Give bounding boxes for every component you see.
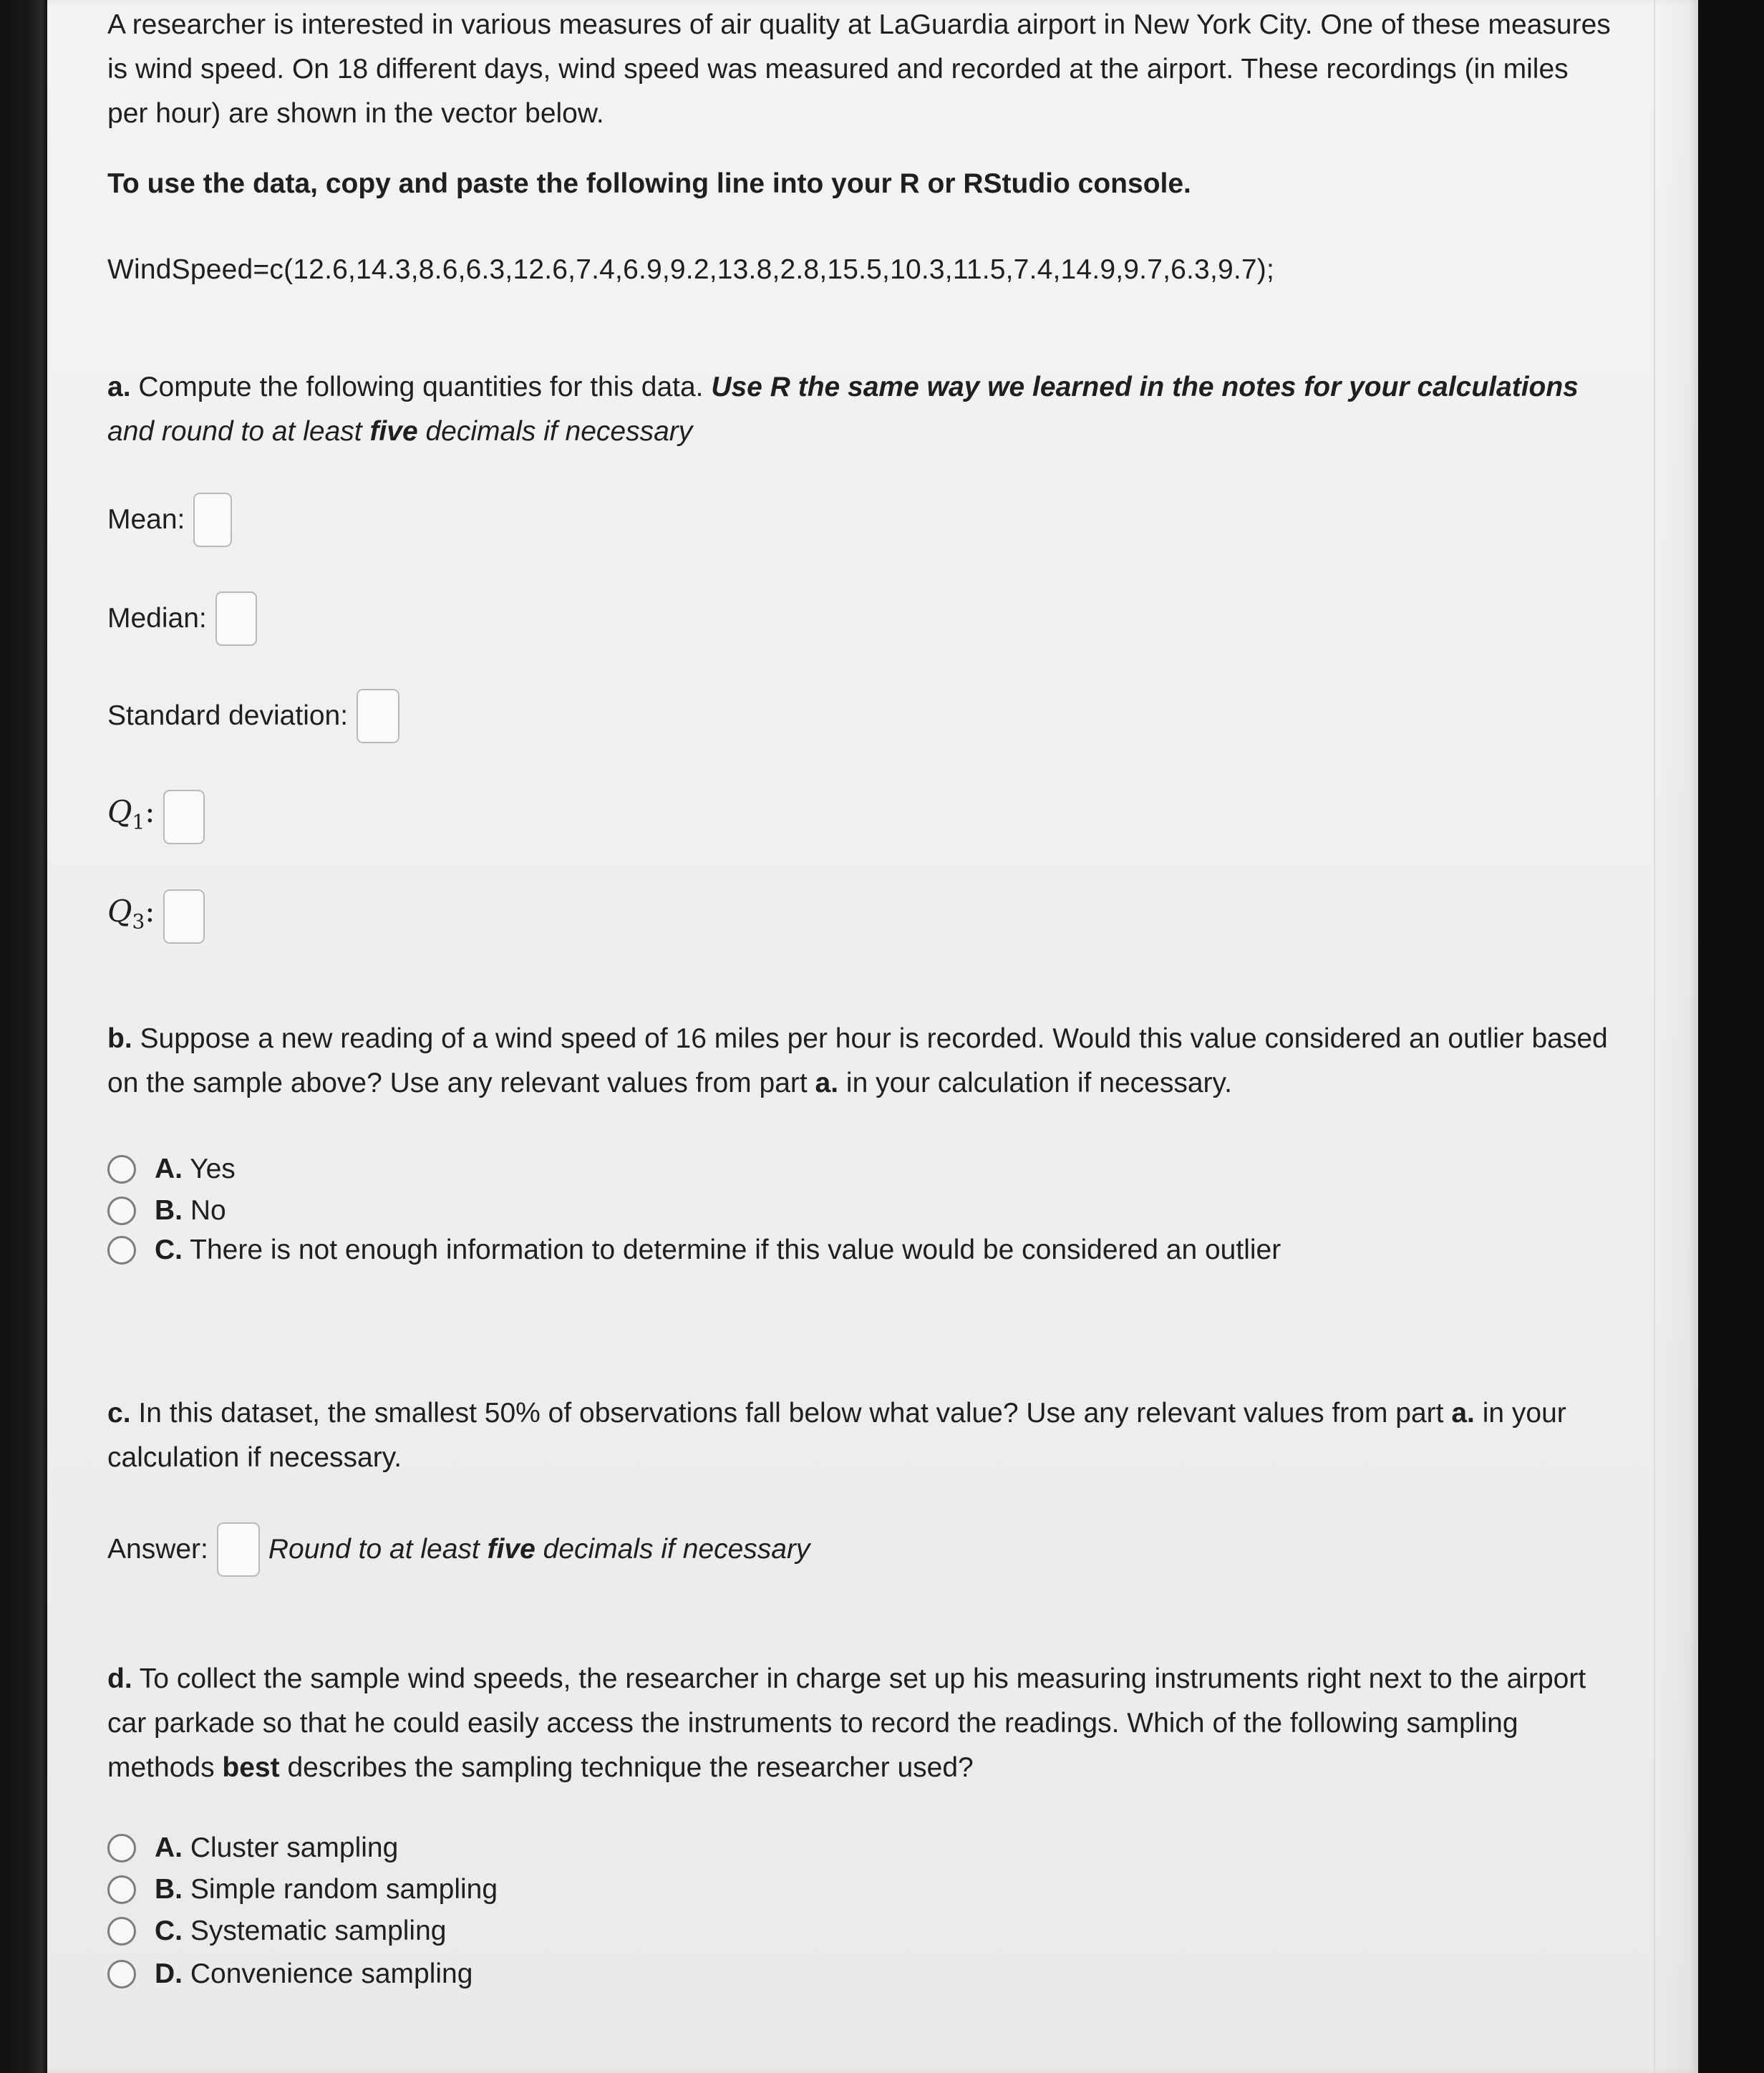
part-c-prompt: c. In this dataset, the smallest 50% of observations fall below what value? Use any relevant values from part a. in your calculation if necessary. [107,1398,1566,1473]
part-a-label: a. [107,372,131,402]
median-label: Median: [107,603,207,634]
part-d-option-b[interactable]: B. Simple random sampling [107,1869,498,1910]
data-vector-line[interactable]: WindSpeed=c(12.6,14.3,8.6,6.3,12.6,7.4,6.9,9.2,13.8,2.8,15.5,10.3,11.5,7.4,14.9,9.7,6.3,9.7); [107,254,1275,285]
part-c-input[interactable] [217,1522,260,1577]
median-field [107,590,257,647]
part-c-answer-field [107,1521,810,1578]
radio-button[interactable] [107,1236,136,1265]
rounding-hint: Round to at least five decimals if necessary [268,1534,810,1565]
part-d-option-a[interactable]: A. Cluster sampling [107,1827,398,1869]
part-d-option-d[interactable]: D. Convenience sampling [107,1953,472,1995]
part-a-text: Compute the following quantities for this data. [130,372,712,402]
part-b-label: b. [107,1023,132,1054]
part-a-emphasis: Use R the same way we learned in the notes for your calculations [711,372,1579,402]
mean-label: Mean: [107,504,185,535]
part-b-option-c[interactable]: C. There is not enough information to determine if this value would be considered an outlier [107,1229,1281,1271]
sd-label: Standard deviation: [107,700,349,731]
q3-input[interactable] [163,889,205,944]
sd-field [107,687,399,745]
median-input[interactable] [215,591,257,646]
answer-label: Answer: [107,1534,208,1565]
intro-line-1: A researcher is interested in various measures of air quality at LaGuardia airport in New York City. One of these measures [107,9,1611,40]
mean-field [107,491,232,549]
q3-label: $Q_3$: [107,893,155,934]
part-a-prompt: a. Compute the following quantities for this data. Use R the same way we learned in the notes for your calculations and round to at least five decimals if necessary [107,372,1579,447]
q1-input[interactable] [163,790,205,844]
part-d-option-c[interactable]: C. Systematic sampling [107,1910,446,1952]
part-d-prompt: d. To collect the sample wind speeds, the researcher in charge set up his measuring instruments right next to the airport car parkade so that he could easily access the instruments to record the readings. Which of the following sampling methods best describes the sampling technique the researcher used? [107,1663,1586,1783]
radio-button[interactable] [107,1917,136,1946]
intro-line-3: per hour) are shown in the vector below. [107,98,604,129]
mean-input[interactable] [193,493,232,547]
part-c-label: c. [107,1398,131,1429]
q1-label: $Q_1$: [107,793,155,834]
question-page [47,0,1698,2073]
instruction: To use the data, copy and paste the following line into your R or RStudio console. [107,168,1191,199]
part-b-prompt: b. Suppose a new reading of a wind speed of 16 miles per hour is recorded. Would this value considered an outlier based on the sample above? Use any relevant values from part a. in your calculation if necessary. [107,1023,1608,1098]
radio-button[interactable] [107,1960,136,1989]
q1-field [107,788,205,846]
q3-field [107,888,205,945]
radio-button[interactable] [107,1834,136,1862]
sd-input[interactable] [357,689,399,743]
intro-line-2: is wind speed. On 18 different days, wind speed was measured and recorded at the airport. These recordings (in miles [107,54,1569,84]
intro-paragraph [107,3,1668,136]
part-b-option-b[interactable]: B. No [107,1190,226,1232]
radio-button[interactable] [107,1875,136,1904]
part-d-label: d. [107,1663,132,1694]
radio-button[interactable] [107,1197,136,1225]
radio-button[interactable] [107,1155,136,1184]
part-b-option-a[interactable]: A. Yes [107,1149,236,1190]
